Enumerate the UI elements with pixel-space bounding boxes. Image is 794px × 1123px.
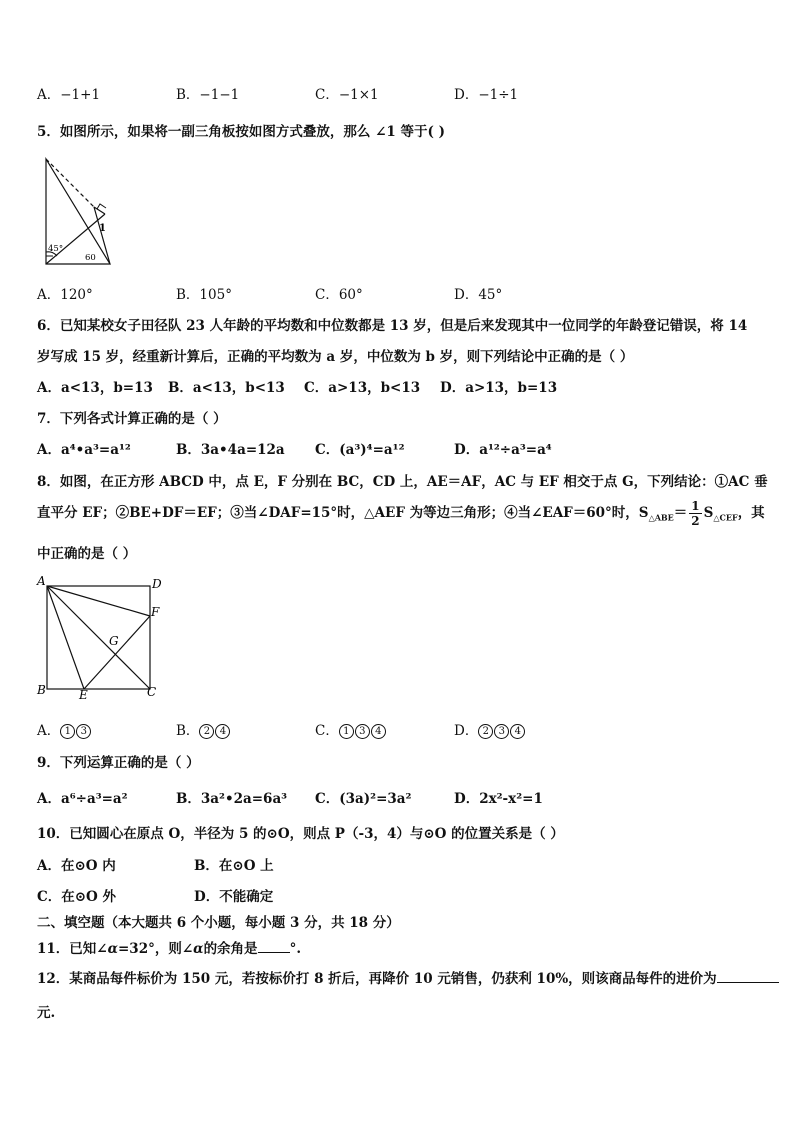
point-a-label: A <box>37 574 46 588</box>
q8-option-d-letter: D． <box>454 723 479 739</box>
q8-stem-line1: 8．如图，在正方形 ABCD 中，点 E，F 分别在 BC，CD 上，AE＝AF，AC 与 EF 相交于点 G，下列结论：①AC 垂 <box>37 474 768 490</box>
angle-1-label: 1 <box>99 223 106 234</box>
q8-fraction <box>689 499 701 528</box>
alpha-symbol: α <box>193 941 204 957</box>
q11-text-c: 的余角是 <box>203 941 258 957</box>
q12-answer-blank <box>717 982 779 983</box>
q4-option-c: C．−1×1 <box>315 87 379 103</box>
q8-option-a <box>37 719 92 739</box>
q7-stem: 7．下列各式计算正确的是（ ） <box>37 411 227 427</box>
q10-options-row1 <box>0 854 794 874</box>
q7-option-c: C．(a³)⁴=a¹² <box>315 442 405 458</box>
q9-stem: 9．下列运算正确的是（ ） <box>37 755 200 771</box>
point-e-label: E <box>79 688 88 702</box>
q8-frac-num: 1 <box>691 499 700 513</box>
q8-stem-line3: 中正确的是（ ） <box>37 546 137 562</box>
q11-stem <box>37 937 301 957</box>
q8-stem-line2-text: 直平分 EF；②BE+DF＝EF；③当∠DAF=15°时，△AEF 为等边三角形；④当∠EAF＝60°时，S <box>37 505 649 521</box>
q6-option-a: A．a<13，b=13 <box>37 380 153 396</box>
circled-number: 4 <box>510 724 525 739</box>
q4-option-d: D．−1÷1 <box>454 87 519 103</box>
q8-option-d <box>454 719 526 739</box>
q10-options-row2 <box>0 885 794 905</box>
q7-option-a: A．a⁴•a³=a¹² <box>37 442 131 458</box>
q5-option-a: A．120° <box>37 287 93 303</box>
point-f-label: F <box>151 605 160 619</box>
q5-options <box>0 283 794 303</box>
point-g-label: G <box>109 634 119 648</box>
q6-stem-line1: 6．已知某校女子田径队 23 人年龄的平均数和中位数都是 13 岁，但是后来发现其中一位同学的年龄登记错误，将 14 <box>37 318 748 334</box>
q7-option-b: B．3a•4a=12a <box>176 442 285 458</box>
q10-option-a: A．在⊙O 内 <box>37 858 116 874</box>
circled-number: 3 <box>494 724 509 739</box>
circled-number: 2 <box>199 724 214 739</box>
section-2-title: 二、填空题（本大题共 6 个小题，每小题 3 分，共 18 分） <box>37 915 400 931</box>
q5-triangle-figure <box>37 152 117 270</box>
q11-text-a: 11．已知∠ <box>37 941 108 957</box>
q7-option-d: D．a¹²÷a³=a⁴ <box>454 442 552 458</box>
q9-option-a: A．a⁶÷a³=a² <box>37 791 128 807</box>
q5-option-c: C．60° <box>315 287 363 303</box>
point-b-label: B <box>37 683 46 697</box>
q10-option-b: B．在⊙O 上 <box>194 858 274 874</box>
q8-stem-line2 <box>37 499 765 528</box>
q4-options <box>0 83 794 103</box>
circled-number: 2 <box>478 724 493 739</box>
q12-stem-line1 <box>37 967 779 987</box>
q4-option-b: B．−1−1 <box>176 87 240 103</box>
point-d-label: D <box>152 577 162 591</box>
q6-stem-line2: 岁写成 15 岁，经重新计算后，正确的平均数为 a 岁，中位数为 b 岁，则下列结论中正确的是（ ） <box>37 349 634 365</box>
q8-stem-line2-end: ，其 <box>737 505 765 521</box>
q8-sub-abe: △ABE <box>648 512 674 523</box>
q8-option-c <box>315 719 387 739</box>
point-c-label: C <box>147 685 157 699</box>
circled-number: 1 <box>60 724 75 739</box>
q8-option-a-letter: A． <box>37 723 61 739</box>
circled-number: 4 <box>371 724 386 739</box>
q8-frac-den: 2 <box>691 514 700 528</box>
q8-option-b <box>176 719 231 739</box>
q9-option-c: C．(3a)²=3a² <box>315 791 412 807</box>
circled-number: 3 <box>355 724 370 739</box>
q6-options <box>0 376 794 396</box>
q10-option-c: C．在⊙O 外 <box>37 889 117 905</box>
angle-60-label: 60 <box>85 253 96 263</box>
q10-stem: 10．已知圆心在原点 O，半径为 5 的⊙O，则点 P（-3，4）与⊙O 的位置关系是（ ） <box>37 826 564 842</box>
q5-option-d: D．45° <box>454 287 503 303</box>
q12-stem-line2: 元. <box>37 1005 56 1021</box>
q7-options <box>0 438 794 458</box>
q8-s-cef: S <box>703 505 714 521</box>
q8-equals: ＝ <box>673 505 688 521</box>
alpha-symbol: α <box>107 941 118 957</box>
circled-number: 1 <box>339 724 354 739</box>
q11-text-b: =32°，则∠ <box>118 941 194 957</box>
q8-option-b-letter: B． <box>176 723 200 739</box>
q8-options <box>0 719 794 739</box>
q5-option-b: B．105° <box>176 287 232 303</box>
q11-answer-blank <box>258 952 290 953</box>
q8-sub-cef: △CEF <box>713 512 738 523</box>
q6-option-d: D．a>13，b=13 <box>440 380 558 396</box>
circled-number: 4 <box>215 724 230 739</box>
q9-option-d: D．2x²-x²=1 <box>454 791 543 807</box>
q12-text: 12．某商品每件标价为 150 元，若按标价打 8 折后，再降价 10 元销售，仍获利 10%，则该商品每件的进价为 <box>37 971 717 987</box>
q8-option-c-letter: C． <box>315 723 339 739</box>
circled-number: 3 <box>76 724 91 739</box>
q4-option-a: A．−1+1 <box>37 87 101 103</box>
q5-stem: 5．如图所示，如果将一副三角板按如图方式叠放，那么 ∠1 等于( ) <box>37 124 445 140</box>
q6-option-c: C．a>13，b<13 <box>304 380 421 396</box>
q9-options <box>0 787 794 807</box>
q8-square-figure <box>34 572 166 702</box>
q11-text-d: °. <box>289 941 302 957</box>
q9-option-b: B．3a²•2a=6a³ <box>176 791 288 807</box>
q6-option-b: B．a<13，b<13 <box>168 380 285 396</box>
q10-option-d: D．不能确定 <box>194 889 274 905</box>
angle-45-label: 45° <box>48 244 64 254</box>
